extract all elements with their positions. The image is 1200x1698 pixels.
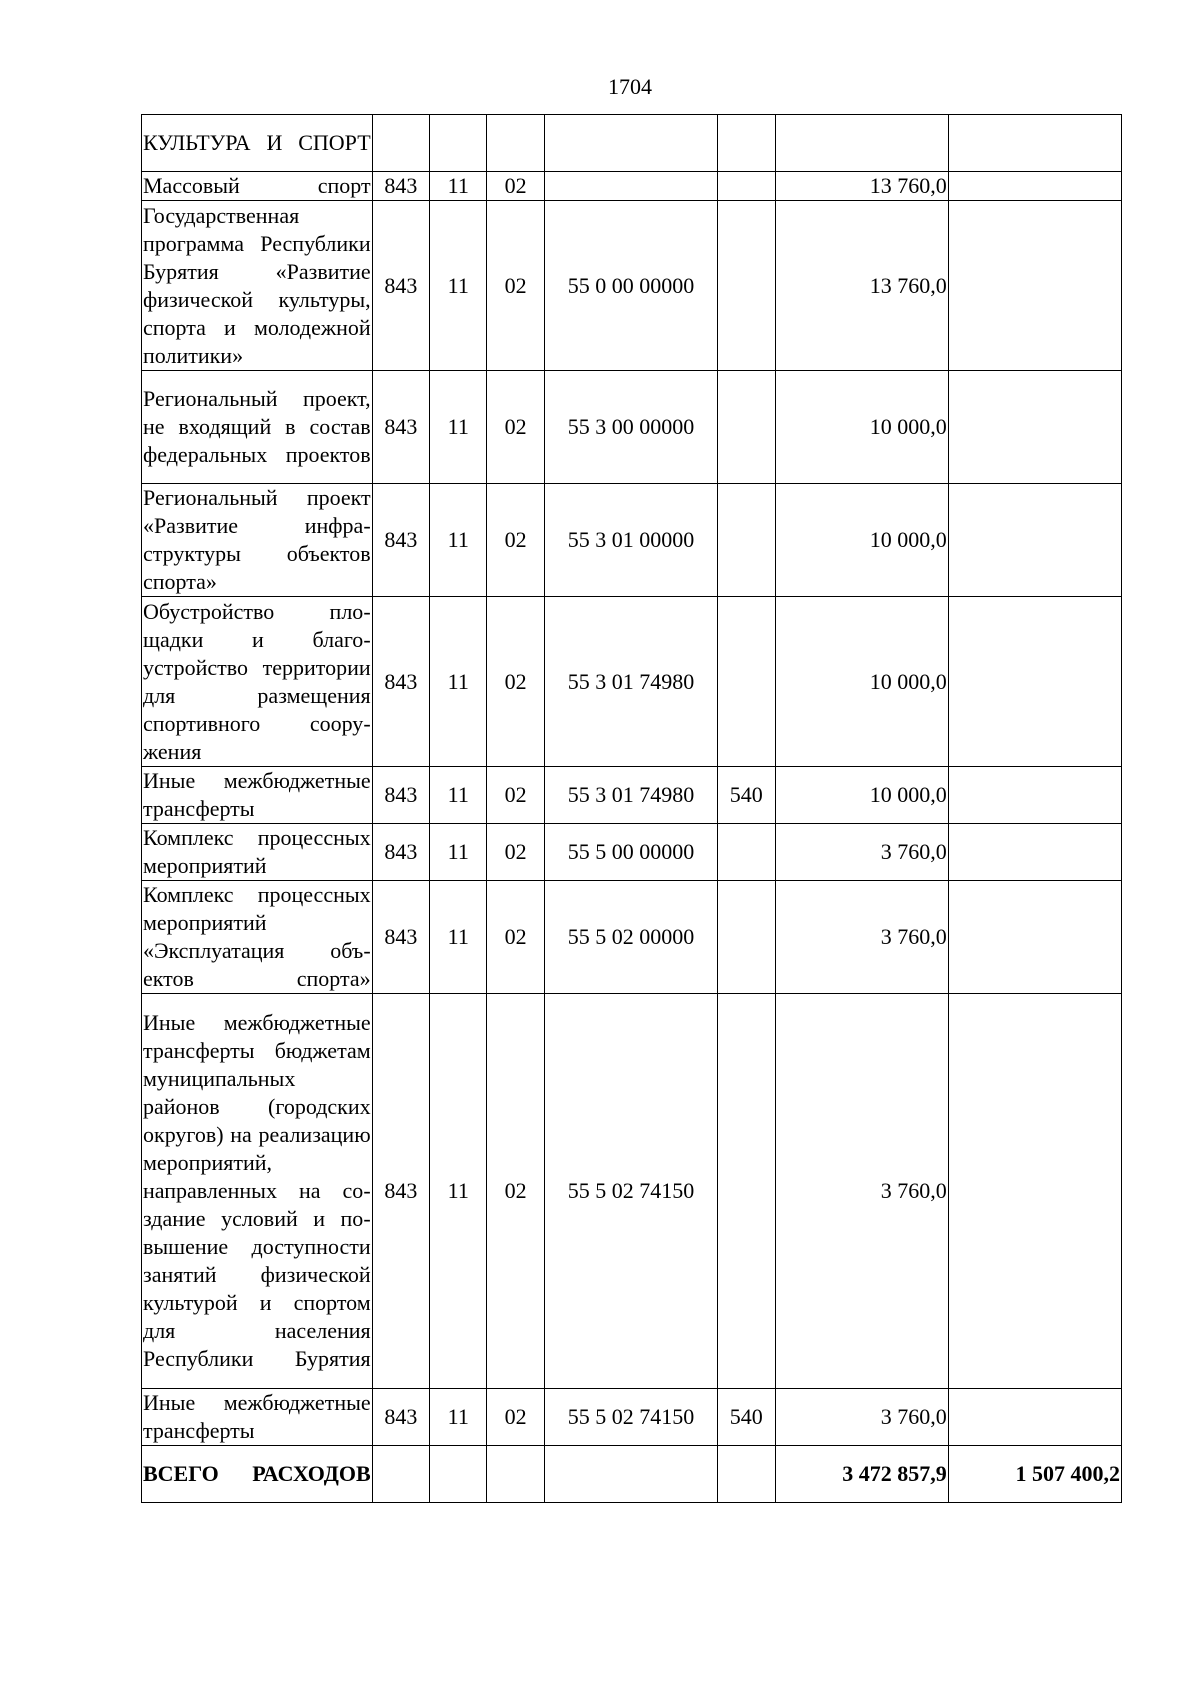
target-article-cell: 55 3 01 74980 bbox=[544, 597, 717, 767]
name-cell: Комплекс процессных мероприятий «Эксплуатация объектов спорта» bbox=[142, 881, 373, 994]
ministry-code-cell: 843 bbox=[372, 767, 429, 824]
section-code-cell: 11 bbox=[430, 172, 487, 201]
ministry-code-cell: 843 bbox=[372, 597, 429, 767]
amount-cell-2 bbox=[948, 881, 1121, 994]
amount-cell-2 bbox=[948, 767, 1121, 824]
target-article-cell: 55 3 01 00000 bbox=[544, 484, 717, 597]
expense-type-cell bbox=[718, 824, 775, 881]
amount-cell: 10 000,0 bbox=[775, 371, 948, 484]
expense-type-cell bbox=[718, 597, 775, 767]
ministry-code-cell bbox=[372, 1446, 429, 1503]
amount-cell-2 bbox=[948, 824, 1121, 881]
subsection-code-cell: 02 bbox=[487, 597, 544, 767]
expense-type-cell bbox=[718, 172, 775, 201]
target-article-cell: 55 3 00 00000 bbox=[544, 371, 717, 484]
table-row bbox=[142, 767, 1122, 824]
ministry-code-cell bbox=[372, 115, 429, 172]
subsection-code-cell: 02 bbox=[487, 824, 544, 881]
section-code-cell: 11 bbox=[430, 881, 487, 994]
name-cell: Обустройство площадки и благоустройство территории для размещения спортивного сооружения bbox=[142, 597, 373, 767]
name-cell: Региональный проект, не входящий в состав федеральных проектов bbox=[142, 371, 373, 484]
expense-type-cell bbox=[718, 994, 775, 1389]
amount-cell-2 bbox=[948, 371, 1121, 484]
expense-type-cell bbox=[718, 1446, 775, 1503]
amount-cell-2 bbox=[948, 172, 1121, 201]
page-number: 1704 bbox=[608, 74, 652, 99]
expense-type-cell bbox=[718, 371, 775, 484]
amount-cell-2: 1 507 400,2 bbox=[948, 1446, 1121, 1503]
expense-type-cell bbox=[718, 115, 775, 172]
section-code-cell: 11 bbox=[430, 597, 487, 767]
amount-cell bbox=[775, 115, 948, 172]
subsection-code-cell: 02 bbox=[487, 371, 544, 484]
section-code-cell: 11 bbox=[430, 484, 487, 597]
table-row bbox=[142, 994, 1122, 1389]
ministry-code-cell: 843 bbox=[372, 371, 429, 484]
amount-cell: 10 000,0 bbox=[775, 597, 948, 767]
name-cell: Государственная программа Республики Бурятия «Развитие физической культуры, спорта и молодежной политики» bbox=[142, 201, 373, 371]
target-article-cell: 55 5 00 00000 bbox=[544, 824, 717, 881]
ministry-code-cell: 843 bbox=[372, 1389, 429, 1446]
name-cell: Иные межбюджетные трансферты бюджетам муниципальных районов (городских округов) на реализацию мероприятий, направленных на создание условий и повышение доступности занятий физической культурой и спортом для населения Республики Бурятия bbox=[142, 994, 373, 1389]
amount-cell-2 bbox=[948, 597, 1121, 767]
amount-cell-2 bbox=[948, 201, 1121, 371]
ministry-code-cell: 843 bbox=[372, 484, 429, 597]
amount-cell-2 bbox=[948, 1389, 1121, 1446]
total-row bbox=[142, 1446, 1122, 1503]
subsection-code-cell: 02 bbox=[487, 1389, 544, 1446]
target-article-cell bbox=[544, 115, 717, 172]
amount-cell: 3 472 857,9 bbox=[775, 1446, 948, 1503]
subsection-code-cell: 02 bbox=[487, 484, 544, 597]
section-code-cell bbox=[430, 1446, 487, 1503]
target-article-cell: 55 3 01 74980 bbox=[544, 767, 717, 824]
table-row bbox=[142, 371, 1122, 484]
name-cell: Комплекс процессных мероприятий bbox=[142, 824, 373, 881]
table-row bbox=[142, 881, 1122, 994]
table-row bbox=[142, 115, 1122, 172]
amount-cell: 13 760,0 bbox=[775, 172, 948, 201]
table-row bbox=[142, 201, 1122, 371]
target-article-cell: 55 5 02 74150 bbox=[544, 994, 717, 1389]
section-code-cell: 11 bbox=[430, 1389, 487, 1446]
target-article-cell: 55 5 02 74150 bbox=[544, 1389, 717, 1446]
expense-type-cell bbox=[718, 484, 775, 597]
table-row bbox=[142, 484, 1122, 597]
target-article-cell: 55 0 00 00000 bbox=[544, 201, 717, 371]
section-code-cell: 11 bbox=[430, 767, 487, 824]
amount-cell: 3 760,0 bbox=[775, 1389, 948, 1446]
budget-table bbox=[141, 114, 1122, 1503]
section-code-cell: 11 bbox=[430, 201, 487, 371]
amount-cell: 3 760,0 bbox=[775, 881, 948, 994]
amount-cell: 13 760,0 bbox=[775, 201, 948, 371]
ministry-code-cell: 843 bbox=[372, 994, 429, 1389]
expense-type-cell bbox=[718, 881, 775, 994]
subsection-code-cell: 02 bbox=[487, 994, 544, 1389]
section-code-cell: 11 bbox=[430, 371, 487, 484]
amount-cell: 10 000,0 bbox=[775, 484, 948, 597]
table-row bbox=[142, 597, 1122, 767]
target-article-cell bbox=[544, 1446, 717, 1503]
table-row bbox=[142, 172, 1122, 201]
name-cell: КУЛЬТУРА И СПОРТ bbox=[142, 115, 373, 172]
table-row bbox=[142, 1389, 1122, 1446]
subsection-code-cell: 02 bbox=[487, 172, 544, 201]
amount-cell: 3 760,0 bbox=[775, 994, 948, 1389]
amount-cell-2 bbox=[948, 115, 1121, 172]
section-code-cell: 11 bbox=[430, 994, 487, 1389]
table-row bbox=[142, 824, 1122, 881]
target-article-cell: 55 5 02 00000 bbox=[544, 881, 717, 994]
name-cell: ВСЕГО РАСХОДОВ bbox=[142, 1446, 373, 1503]
expense-type-cell: 540 bbox=[718, 767, 775, 824]
name-cell: Региональный проект «Развитие инфраструктуры объектов спорта» bbox=[142, 484, 373, 597]
name-cell: Массовый спорт bbox=[142, 172, 373, 201]
expense-type-cell bbox=[718, 201, 775, 371]
name-cell: Иные межбюджетные трансферты bbox=[142, 767, 373, 824]
subsection-code-cell bbox=[487, 1446, 544, 1503]
subsection-code-cell: 02 bbox=[487, 881, 544, 994]
target-article-cell bbox=[544, 172, 717, 201]
subsection-code-cell bbox=[487, 115, 544, 172]
ministry-code-cell: 843 bbox=[372, 824, 429, 881]
ministry-code-cell: 843 bbox=[372, 201, 429, 371]
amount-cell-2 bbox=[948, 994, 1121, 1389]
ministry-code-cell: 843 bbox=[372, 881, 429, 994]
section-code-cell bbox=[430, 115, 487, 172]
expense-type-cell: 540 bbox=[718, 1389, 775, 1446]
section-code-cell: 11 bbox=[430, 824, 487, 881]
amount-cell-2 bbox=[948, 484, 1121, 597]
amount-cell: 3 760,0 bbox=[775, 824, 948, 881]
name-cell: Иные межбюджетные трансферты bbox=[142, 1389, 373, 1446]
ministry-code-cell: 843 bbox=[372, 172, 429, 201]
subsection-code-cell: 02 bbox=[487, 201, 544, 371]
subsection-code-cell: 02 bbox=[487, 767, 544, 824]
amount-cell: 10 000,0 bbox=[775, 767, 948, 824]
